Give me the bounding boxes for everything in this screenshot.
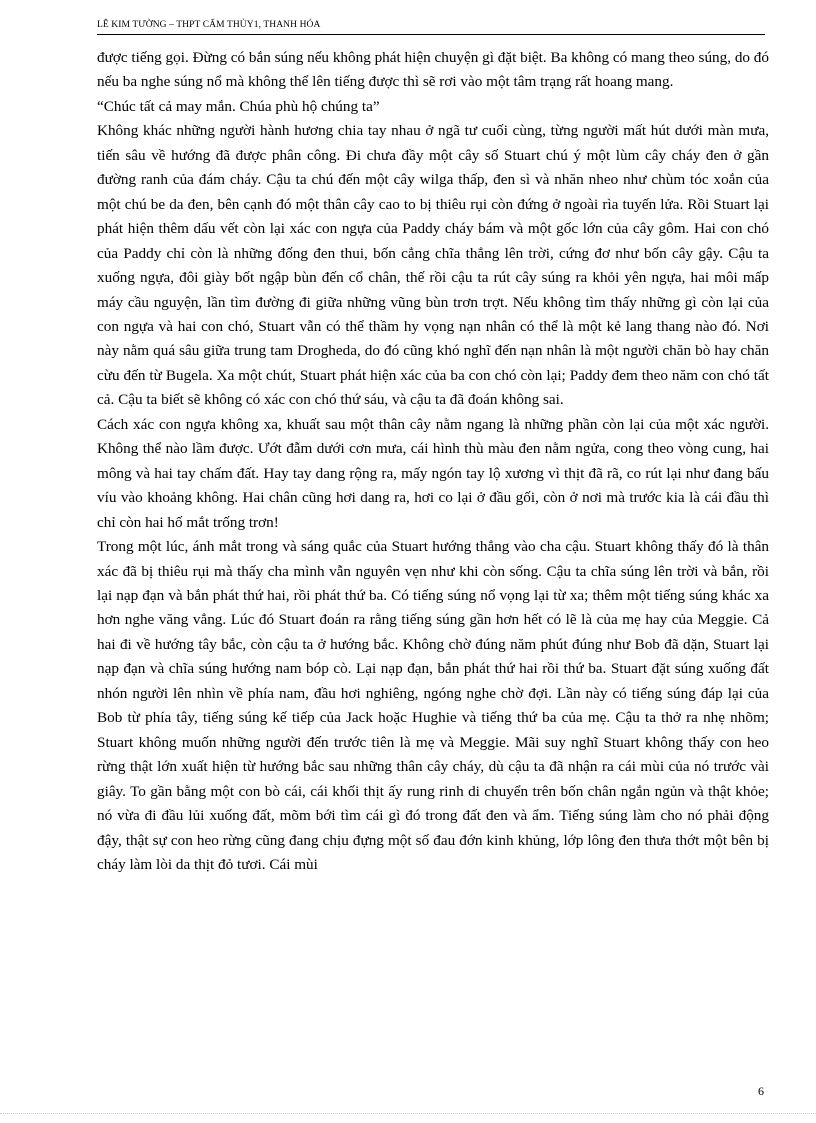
paragraph-2: “Chúc tất cả may mắn. Chúa phù hộ chúng ta”: [97, 97, 380, 115]
document-body: [97, 46, 769, 877]
page-number: 6: [758, 1084, 764, 1098]
paragraph-1: được tiếng gọi. Đừng có bắn súng nếu không phát hiện chuyện gì đặt biệt. Ba không có mang theo súng, do đó nếu ba nghe súng nổ mà không thể lên tiếng được thì sẽ rơi vào một tâm trạng rất hoang mang.: [97, 49, 769, 91]
page-header: LÊ KIM TƯỜNG – THPT CẨM THỦY1, THANH HÓA: [97, 20, 765, 35]
paragraph-4: Cách xác con ngựa không xa, khuất sau một thân cây nằm ngang là những phần còn lại của một xác người. Không thể nào lầm được. Ướt đẫm dưới cơn mưa, cái hình thù màu đen nằm ngửa, cong theo vòng cung, hai mông và hai tay chấm đất. Hay tay dang rộng ra, mấy ngón tay lộ xương vì thịt đã rã, co rút lại như đang bấu víu vào khoảng không. Hai chân cũng hơi dang ra, hơi co lại ở đầu gối, còn ở nơi mà trước kia là cái đầu thì chỉ còn hai hố mắt trống trơn!: [97, 415, 769, 531]
paragraph-5: Trong một lúc, ánh mắt trong và sáng quắc của Stuart hướng thẳng vào cha cậu. Stuart không thấy đó là thân xác đã bị thiêu rụi mà thấy cha mình vẫn nguyên vẹn như khi còn sống. Cậu ta chĩa súng lên trời và bắn, rồi lại nạp đạn và bắn phát thứ hai, rồi phát thứ ba. Có tiếng súng nổ vọng lại từ xa; thêm một tiếng súng khác xa hơn nghe văng vẳng. Lúc đó Stuart đoán ra rằng tiếng súng gần hơn hết có lẽ là của mẹ hay của Meggie. Cả hai đi về hướng tây bắc, còn cậu ta ở hướng bắc. Không chờ đúng năm phút đúng như Bob đã dặn, Stuart lại nạp đạn và chĩa súng hướng nam bóp cò. Lại nạp đạn, bắn phát thứ hai rồi thứ ba. Stuart đặt súng xuống đất nhón người lên nhìn về phía nam, đầu hơi nghiêng, ngóng nghe chờ đợi. Lần này có tiếng súng đáp lại của Bob từ phía tây, tiếng súng kế tiếp của Jack hoặc Hughie và tiếng thứ ba của mẹ. Cậu ta thở ra nhẹ nhõm; Stuart không muốn những người đến trước tiên là mẹ và Meggie. Mãi suy nghĩ Stuart không thấy con heo rừng thật lớn xuất hiện từ hướng bắc sau những thân cây cháy, dù cậu ta đã nhận ra cái mùi của nó trước vài giây. To gần bằng một con bò cái, cái khối thịt ấy rung rinh di chuyển trên bốn chân ngắn ngủn và thật khỏe; nó vừa đi đầu lủi xuống đất, mõm bới tìm cái gì đó trong đất đen và ẩm. Tiếng súng làm cho nó phải động đậy, thật sự con heo rừng cũng đang chịu đựng một số đau đớn kinh khủng, lớp lông đen thưa thớt một bên bị cháy làm lòi da thịt đỏ tươi. Cái mùi: [97, 538, 769, 873]
page-bottom-divider: [0, 1113, 816, 1114]
paragraph-3: Không khác những người hành hương chia tay nhau ở ngã tư cuối cùng, từng người mất hút dưới màn mưa, tiến sâu về hướng đã được phân công. Đi chưa đầy một cây số Stuart chú ý một lùm cây cháy đen ở gần đường ranh của đám cháy. Cậu ta chú đến một cây wilga thấp, đen sì và nhăn nheo như chùm tóc xoắn của một chú be da đen, bên cạnh đó một thân cây cao to bị thiêu rụi còn đứng ở ngoài rìa tuyến lửa. Rồi Stuart lại phát hiện thêm dấu vết còn lại xác con ngựa của Paddy cháy bám và một gốc lớn của cây gôm. Hai con chó của Paddy chỉ còn là những đống đen thui, bốn cẳng chĩa thẳng lên trời, cứng đơ như bốn cây gậy. Cậu ta xuống ngựa, đôi giày bốt ngập bùn đến cổ chân, thế rồi cậu ta rút cây súng ra khỏi yên ngựa, hai môi mấp máy cầu nguyện, lần tìm đường đi giữa những vũng bùn trơn trợt. Nếu không tìm thấy những gì còn lại của con ngựa và hai con chó, Stuart vẫn có thể thầm hy vọng nạn nhân có thể là một kẻ lang thang nào đó. Nơi này nằm quá sâu giữa trung tam Drogheda, do đó cũng khó nghĩ đến nạn nhân là một người chăn bò hay chăn cừu đến từ Bugela. Xa một chút, Stuart phát hiện xác của ba con chó còn lại; Paddy đem theo năm con chó tất cả. Cậu ta biết sẽ không có xác con chó thứ sáu, và cậu ta đã đoán không sai.: [97, 122, 769, 409]
